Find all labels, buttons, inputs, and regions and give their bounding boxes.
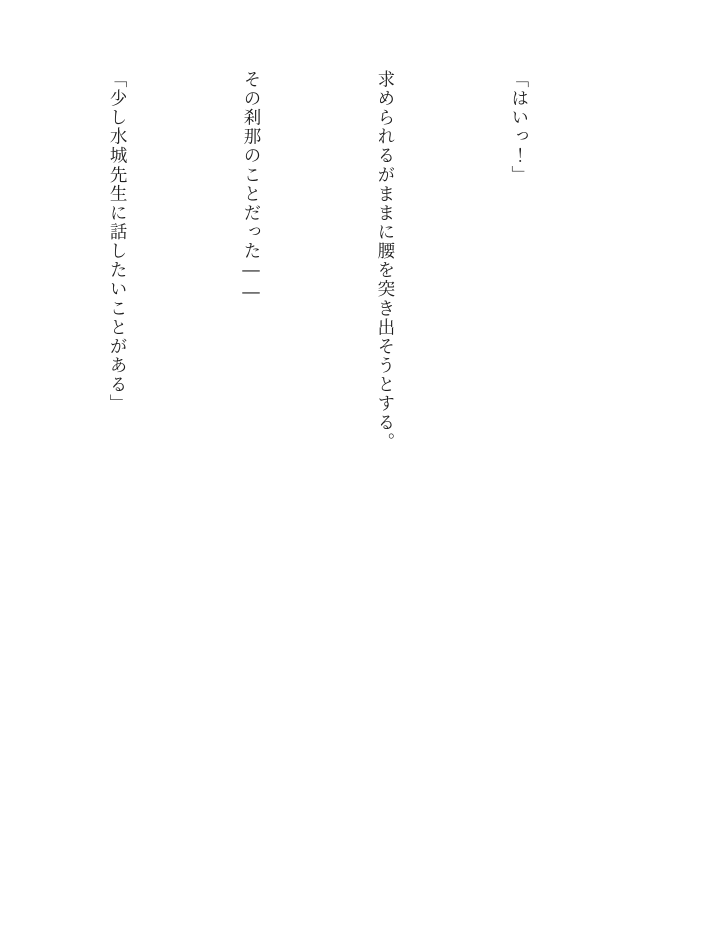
text-line-1: 「はいっ！」 bbox=[508, 70, 529, 185]
vertical-text-block bbox=[0, 70, 630, 870]
text-line-4: 「少し水城先生に話したいことがある」 bbox=[107, 70, 128, 414]
text-line-3: その刹那のことだった―― bbox=[241, 70, 261, 304]
text-line-2: 求められるがままに腰を突き出そうとする。 bbox=[374, 70, 395, 452]
text-line-5 bbox=[0, 70, 5, 870]
